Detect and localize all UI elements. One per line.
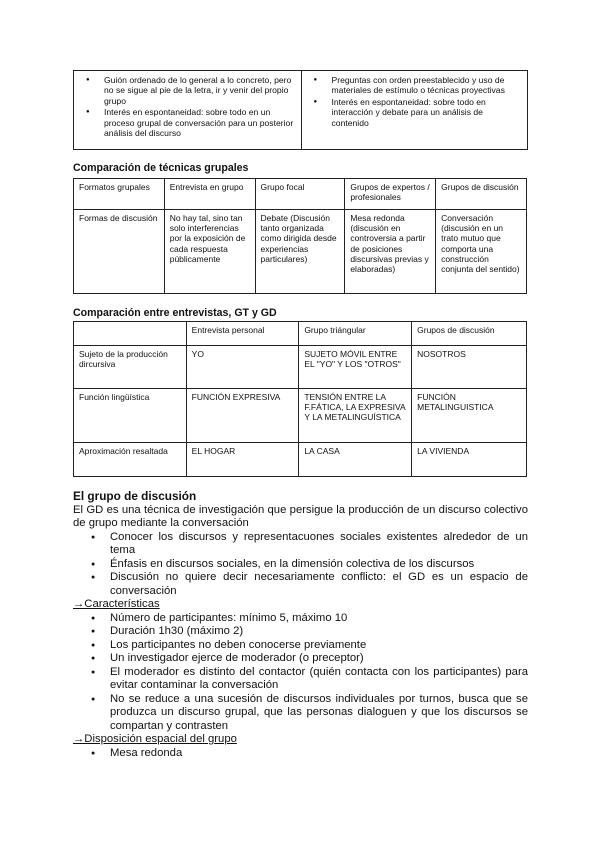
list-item: ● Un investigador ejerce de moderador (o preceptor) xyxy=(110,652,528,666)
table1-title: Comparación de técnicas grupales xyxy=(73,162,249,174)
list-item: ● Discusión no quiere decir necesariamente conflicto: el GD es un espacio de conversación xyxy=(110,571,528,598)
list-item: ● Interés en espontaneidad: sobre todo en interacción y debate para un análisis de contenido xyxy=(332,97,522,128)
interview-comparison-table xyxy=(73,321,527,477)
technique-comparison-box xyxy=(73,70,528,150)
table-cell: Grupos de discusión xyxy=(412,322,527,346)
table-cell: SUJETO MÓVIL ENTRE EL "YO" Y LOS "OTROS" xyxy=(299,346,412,389)
list-item: ● Conocer los discursos y representacuones sociales existentes alrededor de un tema xyxy=(110,531,528,558)
table-row xyxy=(74,443,527,477)
table-cell: Entrevista en grupo xyxy=(164,179,255,210)
table-cell: Grupos de expertos / profesionales xyxy=(345,179,436,210)
table-cell: Función lingüística xyxy=(74,389,187,443)
right-column xyxy=(301,71,528,149)
list-item: ● No se reduce a una sucesión de discursos individuales por turnos, busca que se produzca un discurso grupal, que las personas dialoguen y que los discursos se compartan y contrasten xyxy=(110,693,528,734)
list-item: ● Mesa redonda xyxy=(110,747,528,761)
left-column xyxy=(74,71,301,149)
list-item: ● Guión ordenado de lo general a lo concreto, pero no se sigue al pie de la letra, ir y venir del propio grupo xyxy=(104,75,295,106)
table-cell: Aproximación resaltada xyxy=(74,443,187,477)
table-row xyxy=(74,389,527,443)
table-cell: EL HOGAR xyxy=(186,443,299,477)
table-cell: NOSOTROS xyxy=(412,346,527,389)
list-item: ● Énfasis en discursos sociales, en la dimensión colectiva de los discursos xyxy=(110,558,528,572)
list-item: ● Duración 1h30 (máximo 2) xyxy=(110,625,528,639)
table-cell: Grupos de discusión xyxy=(436,179,527,210)
group-techniques-table xyxy=(73,178,527,294)
section-intro: El GD es una técnica de investigación que persigue la producción de un discurso colectivo de grupo mediante la conversación xyxy=(73,503,528,529)
discussion-group-section xyxy=(73,490,528,760)
table-cell: Mesa redonda (discusión en controversia a partir de posiciones discursivas previas y elaboradas) xyxy=(345,210,436,294)
table-cell: Grupo focal xyxy=(255,179,345,210)
table-cell: Conversación (discusión en un trato mutuo que comporta una construcción conjunta del sentido) xyxy=(436,210,527,294)
subheading-spatial-layout: →Disposición espacial del grupo xyxy=(73,733,237,745)
table2-title: Comparación entre entrevistas, GT y GD xyxy=(73,307,277,319)
table-cell: LA CASA xyxy=(299,443,412,477)
table-row xyxy=(74,322,527,346)
table-cell: Formatos grupales xyxy=(74,179,165,210)
bullet-list xyxy=(73,612,528,734)
table-row xyxy=(74,179,527,210)
list-item: ● Preguntas con orden preestablecido y uso de materiales de estímulo o técnicas proyectivas xyxy=(332,75,522,96)
table-cell: Formas de discusión xyxy=(74,210,165,294)
table-cell: FUNCIÓN METALINGUISTICA xyxy=(412,389,527,443)
bullet-list xyxy=(73,747,528,761)
table-cell: YO xyxy=(186,346,299,389)
table-cell: LA VIVIENDA xyxy=(412,443,527,477)
table-cell: FUNCIÓN EXPRESIVA xyxy=(186,389,299,443)
table-cell xyxy=(74,322,187,346)
list-item: ● El moderador es distinto del contactor (quién contacta con los participantes) para evitar contaminar la conversación xyxy=(110,666,528,693)
table-row xyxy=(74,346,527,389)
list-item: ● Los participantes no deben conocerse previamente xyxy=(110,639,528,653)
section-title: El grupo de discusión xyxy=(73,489,197,503)
table-cell: Entrevista personal xyxy=(186,322,299,346)
list-item: ● Interés en espontaneidad: sobre todo en un proceso grupal de conversación para un posterior análisis del discurso xyxy=(104,107,295,138)
subheading-characteristics: →Características xyxy=(73,598,160,610)
table-cell: No hay tal, sino tan solo interferencias por la exposición de cada respuesta públicamente xyxy=(164,210,255,294)
table-row xyxy=(74,210,527,294)
bullet-list xyxy=(73,531,528,599)
table-cell: Grupo triángular xyxy=(299,322,412,346)
list-item: ● Número de participantes: mínimo 5, máximo 10 xyxy=(110,612,528,626)
table-cell: Sujeto de la producción dircursiva xyxy=(74,346,187,389)
table-cell: Debate (Discusión tanto organizada como dirigida desde experiencias particulares) xyxy=(255,210,345,294)
table-cell: TENSIÓN ENTRE LA F.FÁTICA, LA EXPRESIVA Y LA METALINGUÍSTICA xyxy=(299,389,412,443)
